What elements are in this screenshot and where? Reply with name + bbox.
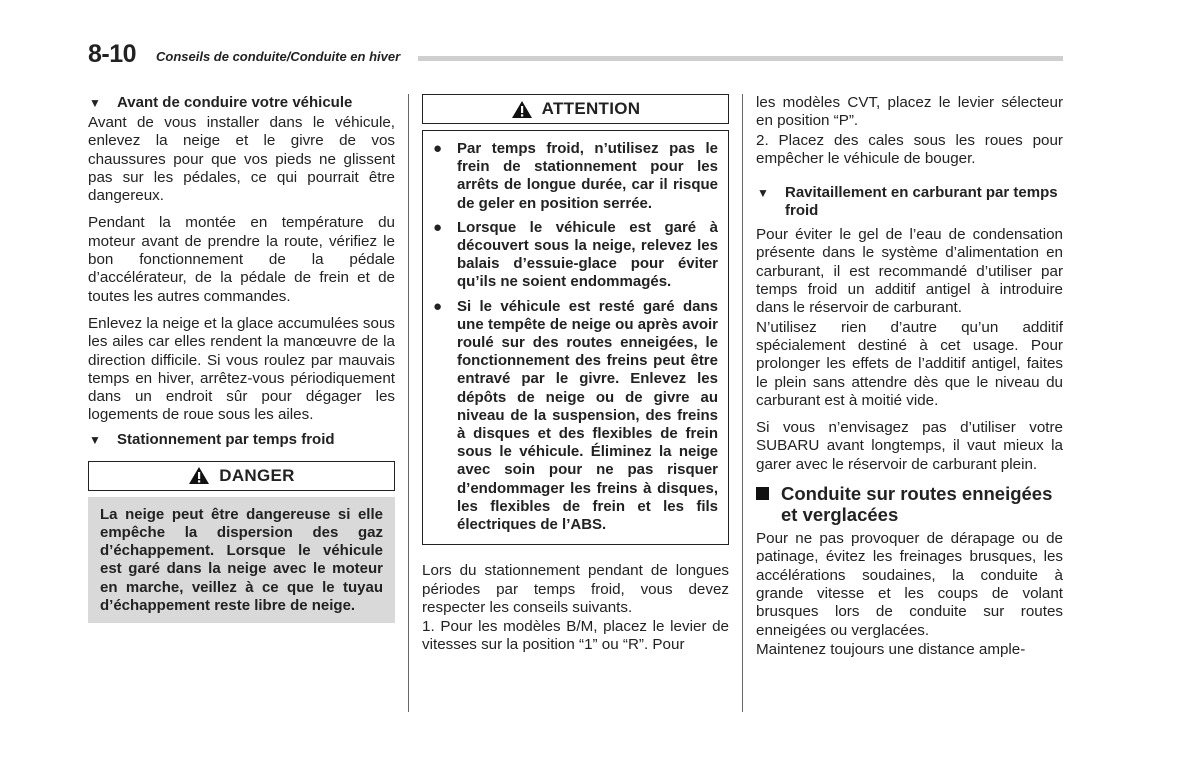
black-square-icon [756, 483, 781, 525]
paragraph: Avant de vous installer dans le véhicule, enlevez la neige et le givre de vos chaussures pour que vos pieds ne glissent pas sur les pédales, ce qui pourrait être dangereux. [88, 114, 395, 205]
column-divider-1 [408, 94, 409, 712]
warning-triangle-icon [188, 466, 210, 485]
subheading-before-driving: ▼ Avant de conduire votre véhicule [89, 94, 353, 111]
section-title: Conseils de conduite/Conduite en hiver [156, 49, 401, 64]
paragraph: 1. Pour les modèles B/M, placez le levier de vitesses sur la position “1” ou “R”. Pour [422, 618, 729, 654]
column-divider-2 [742, 94, 743, 712]
danger-text: La neige peut être dangereuse si elle empêche la dispersion des gaz d’échappement. Lorsque le véhicule est garé dans la neige avec le moteur en marche, veillez à ce que le tuyau d’échappement reste libre de neige. [88, 497, 395, 623]
paragraph: 2. Placez des cales sous les roues pour empêcher le véhicule de bouger. [756, 131, 1063, 167]
paragraph: Si vous n’envisagez pas d’utiliser votre SUBARU avant longtemps, il vaut mieux la garer avec le réservoir de carburant plein. [756, 419, 1063, 473]
triangle-down-icon: ▼ [757, 186, 769, 201]
triangle-down-icon: ▼ [89, 96, 101, 110]
page-number: 8-10 [88, 40, 137, 68]
paragraph: Pendant la montée en température du moteur avant de prendre la route, vérifiez le bon fonctionnement de la pédale d’accélérateur, de la pédale de frein et de toutes les autres commandes. [88, 214, 395, 305]
bullet-icon: ● [433, 218, 443, 236]
paragraph: Enlevez la neige et la glace accumulées sous les ailes car elles rendent la manœuvre de la direction difficile. Si vous roulez par mauvais temps en hiver, arrêtez-vous périodiquement dans un endroit sûr pour dégager les logements de roue sous les ailes. [88, 314, 395, 424]
bullet-icon: ● [433, 297, 443, 315]
paragraph: Pour éviter le gel de l’eau de condensation présente dans le système d’alimentation en carburant, il est recommandé d’utiliser par temps froid un additif antigel à introduire dans le réservoir de carburant. [756, 226, 1063, 317]
paragraph: N’utilisez rien d’autre qu’un additif spécialement destiné à cet usage. Pour prolonger les effets de l’additif antigel, faites le plein sans attendre dès que le niveau du carburant est à moitié vide. [756, 318, 1063, 409]
triangle-down-icon: ▼ [89, 432, 101, 447]
heading-snowy-roads: Conduite sur routes enneigées et verglacées [756, 483, 1063, 525]
paragraph: Pour ne pas provoquer de dérapage ou de patinage, évitez les freinages brusques, les accélérations soudaines, la conduite à grande vitesse et les coups de volant brusques lors de conduite sur routes enneigées ou verglacées. [756, 530, 1063, 639]
list-item: ● Par temps froid, n’utilisez pas le frein de stationnement pour les arrêts de longue durée, car il risque de geler en position serrée. [433, 140, 718, 212]
warning-triangle-icon [511, 100, 533, 119]
column-2 [422, 94, 729, 664]
header-rule [418, 56, 1063, 61]
paragraph: Maintenez toujours une distance ample- [756, 640, 1026, 658]
subheading-parking: ▼ Stationnement par temps froid [89, 430, 335, 448]
list-item: ● Si le véhicule est resté garé dans une tempête de neige ou après avoir roulé sur des routes enneigées, le fonctionnement des freins peut être entravé par le givre. Enlevez les dépôts de neige ou de givre au niveau de la suspension, des freins à disques et des flexibles de frein sous le véhicule. Éliminez la neige avec soin pour ne pas risquer d’endommager les freins à disques, les flexibles de frein et les fils électriques de l’ABS. [433, 297, 718, 534]
subheading-fuel: ▼ Ravitaillement en carburant par temps froid [757, 184, 1058, 220]
list-item: ● Lorsque le véhicule est garé à découvert sous la neige, relevez les balais d’essuie-glace pour éviter qu’ils ne soient endommagés. [433, 218, 718, 291]
paragraph: Lors du stationnement pendant de longues périodes par temps froid, vous devez respecter les conseils suivants. [422, 562, 729, 616]
bullet-icon: ● [433, 140, 443, 157]
danger-label: DANGER [219, 465, 295, 485]
paragraph: les modèles CVT, placez le levier sélecteur en position “P”. [756, 94, 1063, 130]
column-1 [88, 94, 395, 633]
danger-banner [88, 461, 395, 491]
attention-banner [422, 94, 729, 124]
page-header [88, 40, 1063, 68]
attention-label: ATTENTION [541, 98, 641, 118]
column-3 [756, 94, 1063, 668]
attention-box [422, 130, 729, 545]
